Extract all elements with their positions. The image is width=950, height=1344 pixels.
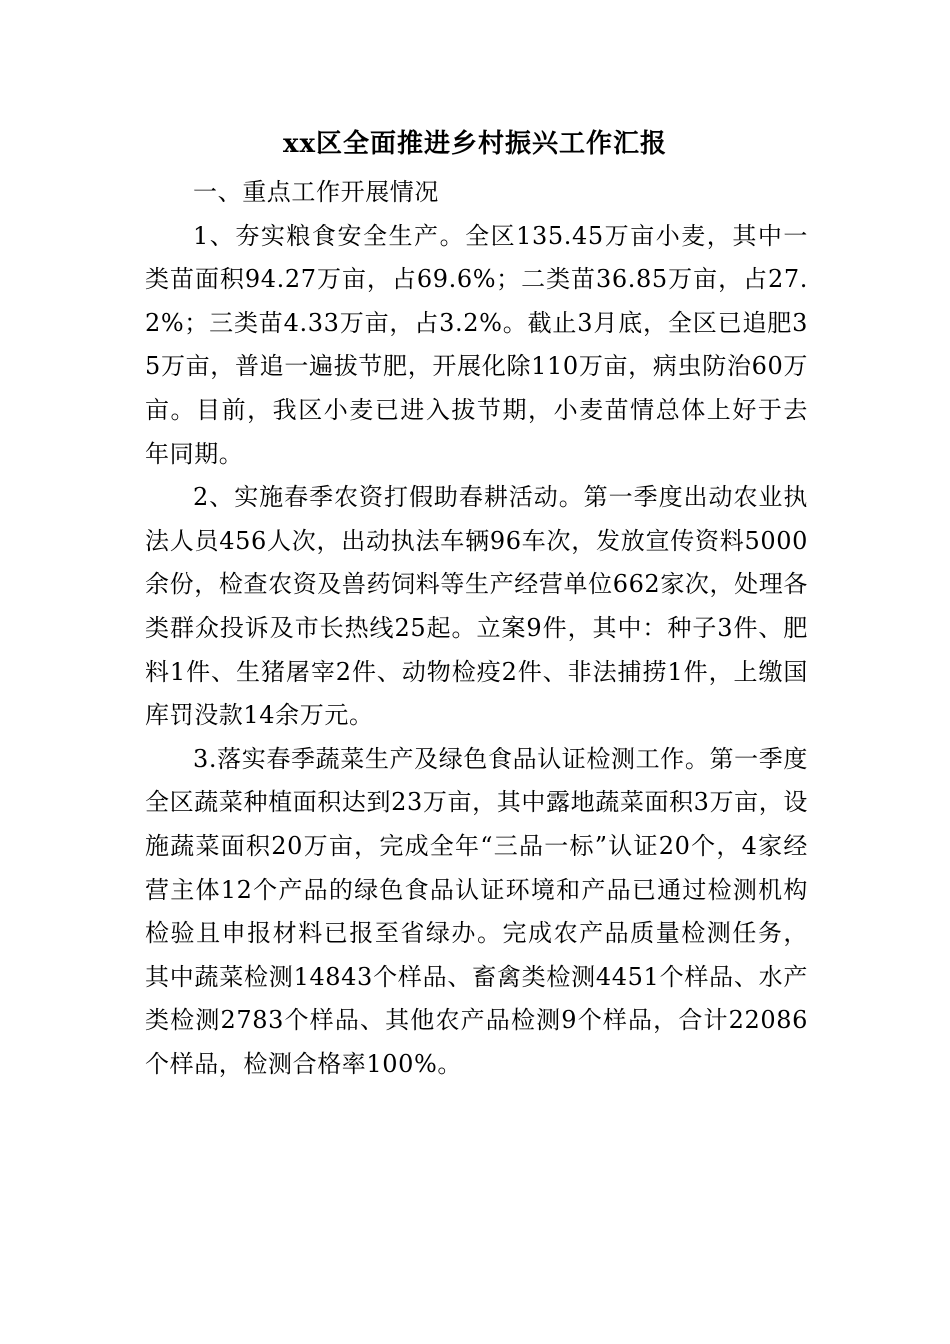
section-heading: 一、重点工作开展情况 <box>193 178 439 206</box>
document-title: xx区全面推进乡村振兴工作汇报 <box>282 129 667 159</box>
paragraph-vegetable-certification: 3.落实春季蔬菜生产及绿色食品认证检测工作。第一季度全区蔬菜种植面积达到23万亩，其中露地蔬菜面积3万亩，设施蔬菜面积20万亩，完成全年“三品一标”认证20个，4家经营主体12个产品的绿色食品认证环境和产品已通过检测机构检验且申报材料已报至省绿办。完成农产品质量检测任务，其中蔬菜检测14843个样品、畜禽类检测4451个样品、水产类检测2783个样品、其他农产品检测9个样品，合计22086个样品，检测合格率100%。 <box>145 744 808 1078</box>
paragraph-anti-counterfeit: 2、实施春季农资打假助春耕活动。第一季度出动农业执法人员456人次，出动执法车辆96车次，发放宣传资料5000余份，检查农资及兽药饲料等生产经营单位662家次，处理各类群众投诉及市长热线25起。立案9件，其中：种子3件、肥料1件、生猪屠宰2件、动物检疫2件、非法捕捞1件，上缴国库罚没款14余万元。 <box>145 483 808 730</box>
paragraph-grain-safety: 1、夯实粮食安全生产。全区135.45万亩小麦，其中一类苗面积94.27万亩，占69.6%；二类苗36.85万亩，占27.2%；三类苗4.33万亩，占3.2%。截止3月底，全区已追肥35万亩，普追一遍拔节肥，开展化除110万亩，病虫防治60万亩。目前，我区小麦已进入拔节期，小麦苗情总体上好于去年同期。 <box>145 221 808 468</box>
document-body <box>145 171 808 1086</box>
